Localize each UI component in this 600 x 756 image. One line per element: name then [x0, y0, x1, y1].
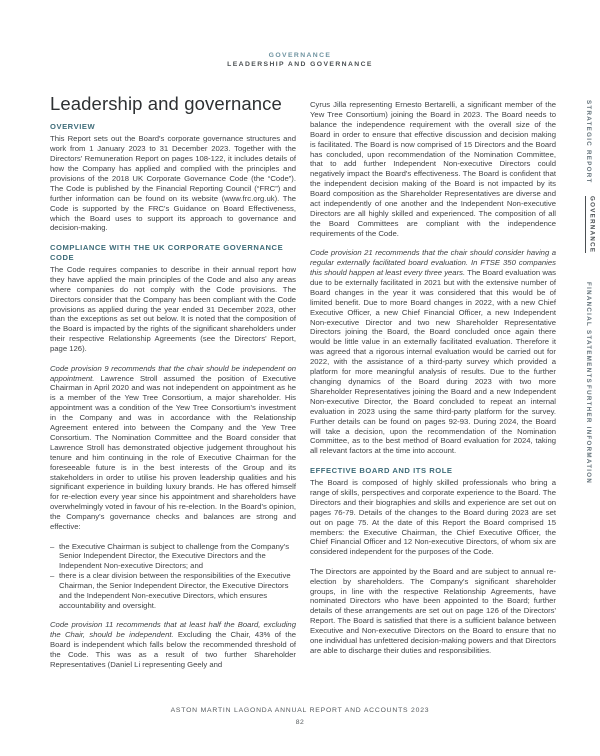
effective-board-heading: EFFECTIVE BOARD AND ITS ROLE: [310, 465, 453, 475]
effective-board-paragraph-1: The Board is composed of highly skilled professionals who bring a range of skills, perspectives and corporate experience to the Board. The Directors and their biographies and skills and experience are set out on pages 76-79. Details of the changes to the Board during 2023 are set out on page 75. At the date of this Report the Board comprised 15 members: the Executive Chairman, the Chief Executive Officer, the Chief Financial Officer and 12 Non-executive Directors, of whom six are considered independent for the purposes of the Code.: [310, 478, 556, 557]
page-footer: [0, 706, 600, 756]
overview-heading: OVERVIEW: [50, 122, 96, 131]
bullet-dash: –: [50, 571, 55, 581]
bullet-item: [50, 542, 296, 572]
provision9-italic-lead: Code provision 9 recommends that the chair should be independent on appointment.: [50, 363, 296, 383]
left-column: [50, 93, 296, 679]
side-tab-further-information[interactable]: FURTHER INFORMATION: [585, 385, 592, 485]
provision21-italic-lead: Code provision 21 recommends that the chair should consider having a regular externally facilitated board evaluation. In FTSE 350 companies this should happen at least every three years.: [310, 248, 556, 277]
governance-bullet-list: [50, 542, 296, 611]
two-column-content: [50, 93, 557, 679]
side-tab-governance[interactable]: GOVERNANCE: [585, 196, 596, 253]
overview-paragraph: This Report sets out the Board's corporate governance structures and work from 1 January 2023 to 31 December 2023. Together with the Directors' Remuneration Report on pages 108-122, it includes details of how the Company has applied and complied with the principles and provisions of the 2018 UK Corporate Governance Code (the “Code”). The Code is published by the Financial Reporting Council (“FRC”) and further information can be found on its website (www.frc.org.uk). The Code is supported by the FRC's Guidance on Board Effectiveness, which the Board uses to support its approach to governance and decision-making.: [50, 134, 296, 233]
side-tab-financial-statements[interactable]: FINANCIAL STATEMENTS: [585, 282, 592, 384]
provision21-paragraph: [310, 248, 556, 456]
footer-report-title: ASTON MARTIN LAGONDA ANNUAL REPORT AND ACCOUNTS 2023: [170, 707, 430, 714]
header-section-label: GOVERNANCE: [268, 52, 332, 59]
compliance-heading: COMPLIANCE WITH THE UK CORPORATE GOVERNANCE CODE: [50, 242, 284, 262]
bullet-text: the Executive Chairman is subject to challenge from the Company's Senior Independent Director, the Executive Directors and the Independent Non-executive Directors; and: [59, 541, 290, 571]
compliance-paragraph: The Code requires companies to describe in their annual report how they have applied the main principles of the Code and also any areas where companies do not comply with the Code provisions. The Directors consider that the Company has been compliant with the Code provisions as applied during the year ended 31 December 2023, other than the exceptions as set out below. It is noted that the composition of the Board is impacted by the rights of the significant shareholders under their respective Relationship Agreements (see the Directors' Report, page 126).: [50, 264, 296, 354]
bullet-item: [50, 571, 296, 611]
header-subsection-label: LEADERSHIP AND GOVERNANCE: [227, 61, 373, 68]
continuation-paragraph: Cyrus Jilla representing Ernesto Bertarelli, a significant member of the Yew Tree Consortium) joining the Board in 2023. The Board needs to balance the independence requirement with the overall size of the Board in order to ensure that effective discussion and decision making is facilitated. The Board is now comprised of 15 Directors and the Board has concluded, upon recommendation of the Nomination Committee, that to add further Independent Non-executive Directors could negatively impact the Board's effectiveness. The Board is confident that the independent decision making of the Board is not impacted by its Board composition as the Shareholder Representatives are diverse and act independently of one another and the Independent Non-executive Directors are all highly skilled and experienced. The composition of all the Board Committees are compliant with the independence requirements of the Code.: [310, 100, 556, 238]
bullet-dash: –: [50, 541, 55, 551]
provision11-italic-lead: Code provision 11 recommends that at least half the Board, excluding the Chair, should be independent.: [50, 620, 296, 640]
provision9-body: Lawrence Stroll assumed the position of Executive Chairman in April 2020 and was not independent on appointment as he is a member of the Yew Tree Consortium, a major shareholder. His appointment was a condition of the Yew Tree Consortium's investment in the Company and was in accordance with the Relationship Agreement entered into between the Company and the Yew Tree Consortium. The Nomination Committee and the Board consider that Lawrence Stroll has demonstrated objective judgement throughout his tenure and him continuing in the role of Executive Chairman for the foreseeable future is in the best interests of the Group and its stakeholders in order to utilise his proven leadership qualities and his significant experience in building luxury brands. He has offered himself for re-election every year since his appointment and shareholders have overwhelmingly voted in favour of his re-election. In the Board's opinion, the Company's governance checks and balances are strong and effective:: [50, 373, 296, 532]
provision21-body: The Board evaluation was due to be externally facilitated in 2021 but with the extensive number of Board changes in the year it was considered that this would be of limited benefit. Due to more Board changes in 2022, with a new Chief Executive Officer, a new Chief Financial Officer, a new Independent Non-executive Director and two new Shareholder Representative Directors joining the Board, the Board concluded once again there would be little value in an externally facilitated evaluation. Therefore it was agreed that a rigorous internal evaluation would be carried out for 2022, with the assistance of a third-party survey which provided a platform for more meaningful analysis of results. Due to the further changing dynamics of the Board during 2023 with two more Shareholder Representatives joining the Board and a new Independent Non-executive Director, the Board concluded to repeat an internal evaluation in 2023 using the same third-party platform for the survey. Further details can be found on pages 92-93. During 2024, the Board will take a decision, upon the recommendation of the Nomination Committee, as to the best method of Board evaluation for 2024, taking all relevant factors at the time into account.: [310, 268, 557, 456]
right-column: [310, 93, 556, 679]
page-title: Leadership and governance: [50, 93, 282, 114]
provision11-body: Excluding the Chair, 43% of the Board is independent which falls below the recommended threshold of the Code. This was as a result of two further Shareholder Representatives (Daniel Li representing Geely and: [50, 630, 296, 669]
side-tab-strategic-report[interactable]: STRATEGIC REPORT: [585, 100, 592, 184]
page-number: 82: [295, 719, 305, 726]
vertical-section-nav: [568, 0, 600, 756]
provision11-paragraph: [50, 620, 296, 670]
effective-board-paragraph-2: The Directors are appointed by the Board and are subject to annual re-election by shareholders. The Company's significant shareholder groups, in line with the respective Relationship Agreements, have nominated Directors who have been appointed to the Board; further details of these arrangements are set out on page 126 of the Directors' Report. The Board is satisfied that there is a sufficient balance between Executive and Non-executive Directors on the Board to ensure that no one individual has unfettered decision-making powers and that Directors are able to discharge their duties and responsibilities.: [310, 566, 556, 656]
page-header: [0, 51, 600, 69]
provision9-paragraph: [50, 364, 296, 532]
bullet-text: there is a clear division between the responsibilities of the Executive Chairman, the Senior Independent Director, the Executive Directors and the Independent Non-executive Directors, which ensures accountability and oversight.: [59, 571, 291, 610]
